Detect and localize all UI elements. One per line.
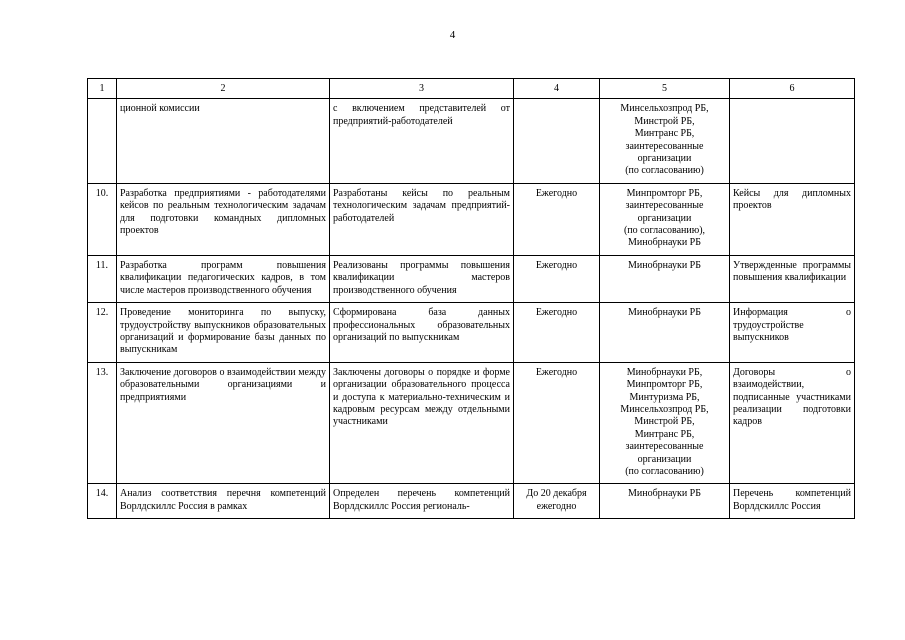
activity-cell: Проведение мониторинга по выпуску, трудоустройству выпускников образовательных организаций и формирование базы данных по выпускникам bbox=[117, 303, 330, 363]
activity-cell: Разработка предприятиями - работодателями кейсов по реальным технологическим задачам для подготовки командных дипломных проектов bbox=[117, 183, 330, 255]
executors-cell bbox=[600, 303, 730, 363]
header-cell-number: 1 bbox=[88, 79, 117, 99]
row-number bbox=[88, 99, 117, 183]
outcome-cell: Утвержденные программы повышения квалификации bbox=[730, 255, 855, 302]
table-body bbox=[88, 99, 855, 519]
table-row bbox=[88, 303, 855, 363]
table-row bbox=[88, 255, 855, 302]
row-number: 11. bbox=[88, 255, 117, 302]
deadline-cell: До 20 декабря ежегодно bbox=[514, 484, 600, 519]
executor-line: организации bbox=[637, 212, 692, 224]
table-header-row bbox=[88, 79, 855, 99]
deadline-cell: Ежегодно bbox=[514, 183, 600, 255]
outcome-cell: Кейсы для дипломных проектов bbox=[730, 183, 855, 255]
result-cell: с включением представителей от предприятий-работодателей bbox=[330, 99, 514, 183]
executors-cell bbox=[600, 362, 730, 484]
row-number: 10. bbox=[88, 183, 117, 255]
executor-line: Минпромторг РБ, bbox=[626, 187, 703, 199]
executors-cell bbox=[600, 99, 730, 183]
deadline-cell bbox=[514, 99, 600, 183]
result-cell: Сформирована база данных профессиональных образовательных организаций по выпускникам bbox=[330, 303, 514, 363]
executor-line: организации bbox=[637, 153, 692, 165]
result-cell: Разработаны кейсы по реальным технологическим задачам предприятий-работодателей bbox=[330, 183, 514, 255]
row-number: 12. bbox=[88, 303, 117, 363]
table-row bbox=[88, 362, 855, 484]
executors-cell bbox=[600, 255, 730, 302]
executor-line: Минобрнауки РБ bbox=[628, 488, 701, 500]
activity-cell: Заключение договоров о взаимодействии между образовательными организациями и предприятиями bbox=[117, 362, 330, 484]
executor-line: Минсельхозпрод РБ, bbox=[620, 403, 709, 415]
row-number: 13. bbox=[88, 362, 117, 484]
executor-line: Минобрнауки РБ bbox=[628, 307, 701, 319]
executor-line: Минтранс РБ, bbox=[634, 428, 695, 440]
outcome-cell bbox=[730, 99, 855, 183]
executor-line: (по согласованию), bbox=[623, 225, 706, 237]
result-cell: Заключены договоры о порядке и форме организации образовательного процесса и доступа к материально-техническим и кадровым ресурсам между отдельными участниками bbox=[330, 362, 514, 484]
deadline-cell: Ежегодно bbox=[514, 255, 600, 302]
executor-line: заинтересованные bbox=[625, 140, 704, 152]
table-row bbox=[88, 99, 855, 183]
executor-line: (по согласованию) bbox=[625, 465, 704, 477]
outcome-cell: Договоры о взаимодействии, подписанные участниками реализации подготовки кадров bbox=[730, 362, 855, 484]
deadline-cell: Ежегодно bbox=[514, 303, 600, 363]
executor-line: Минпромторг РБ, bbox=[626, 379, 703, 391]
header-cell-activity: 2 bbox=[117, 79, 330, 99]
header-cell-outcome: 6 bbox=[730, 79, 855, 99]
plan-table bbox=[87, 78, 855, 519]
table-row bbox=[88, 484, 855, 519]
activity-cell: Анализ соответствия перечня компетенций Ворлдскиллс Россия в рамках bbox=[117, 484, 330, 519]
activity-cell: Разработка программ повышения квалификации педагогических кадров, в том числе мастеров производственного обучения bbox=[117, 255, 330, 302]
header-cell-deadline: 4 bbox=[514, 79, 600, 99]
executor-line: Минстрой РБ, bbox=[634, 416, 695, 428]
executors-cell bbox=[600, 484, 730, 519]
page-number: 4 bbox=[449, 29, 456, 41]
activity-cell: ционной комиссии bbox=[117, 99, 330, 183]
outcome-cell: Информация о трудоустройстве выпускников bbox=[730, 303, 855, 363]
executor-line: заинтересованные bbox=[625, 200, 704, 212]
executor-line: организации bbox=[637, 453, 692, 465]
executor-line: (по согласованию) bbox=[625, 165, 704, 177]
result-cell: Определен перечень компетенций Ворлдскиллс Россия региональ- bbox=[330, 484, 514, 519]
executor-line: Минсельхозпрод РБ, bbox=[620, 103, 709, 115]
executor-line: Минтранс РБ, bbox=[634, 128, 695, 140]
executor-line: Минобрнауки РБ bbox=[628, 237, 701, 249]
header-cell-executors: 5 bbox=[600, 79, 730, 99]
executor-line: заинтересованные bbox=[625, 441, 704, 453]
executor-line: Минстрой РБ, bbox=[634, 115, 695, 127]
header-cell-result: 3 bbox=[330, 79, 514, 99]
executor-line: Минобрнауки РБ, bbox=[626, 366, 703, 378]
table-row bbox=[88, 183, 855, 255]
result-cell: Реализованы программы повышения квалификации мастеров производственного обучения bbox=[330, 255, 514, 302]
outcome-cell: Перечень компетенций Ворлдскиллс Россия bbox=[730, 484, 855, 519]
executor-line: Минобрнауки РБ bbox=[628, 259, 701, 271]
executors-cell bbox=[600, 183, 730, 255]
executor-line: Минтуризма РБ, bbox=[629, 391, 700, 403]
deadline-cell: Ежегодно bbox=[514, 362, 600, 484]
row-number: 14. bbox=[88, 484, 117, 519]
